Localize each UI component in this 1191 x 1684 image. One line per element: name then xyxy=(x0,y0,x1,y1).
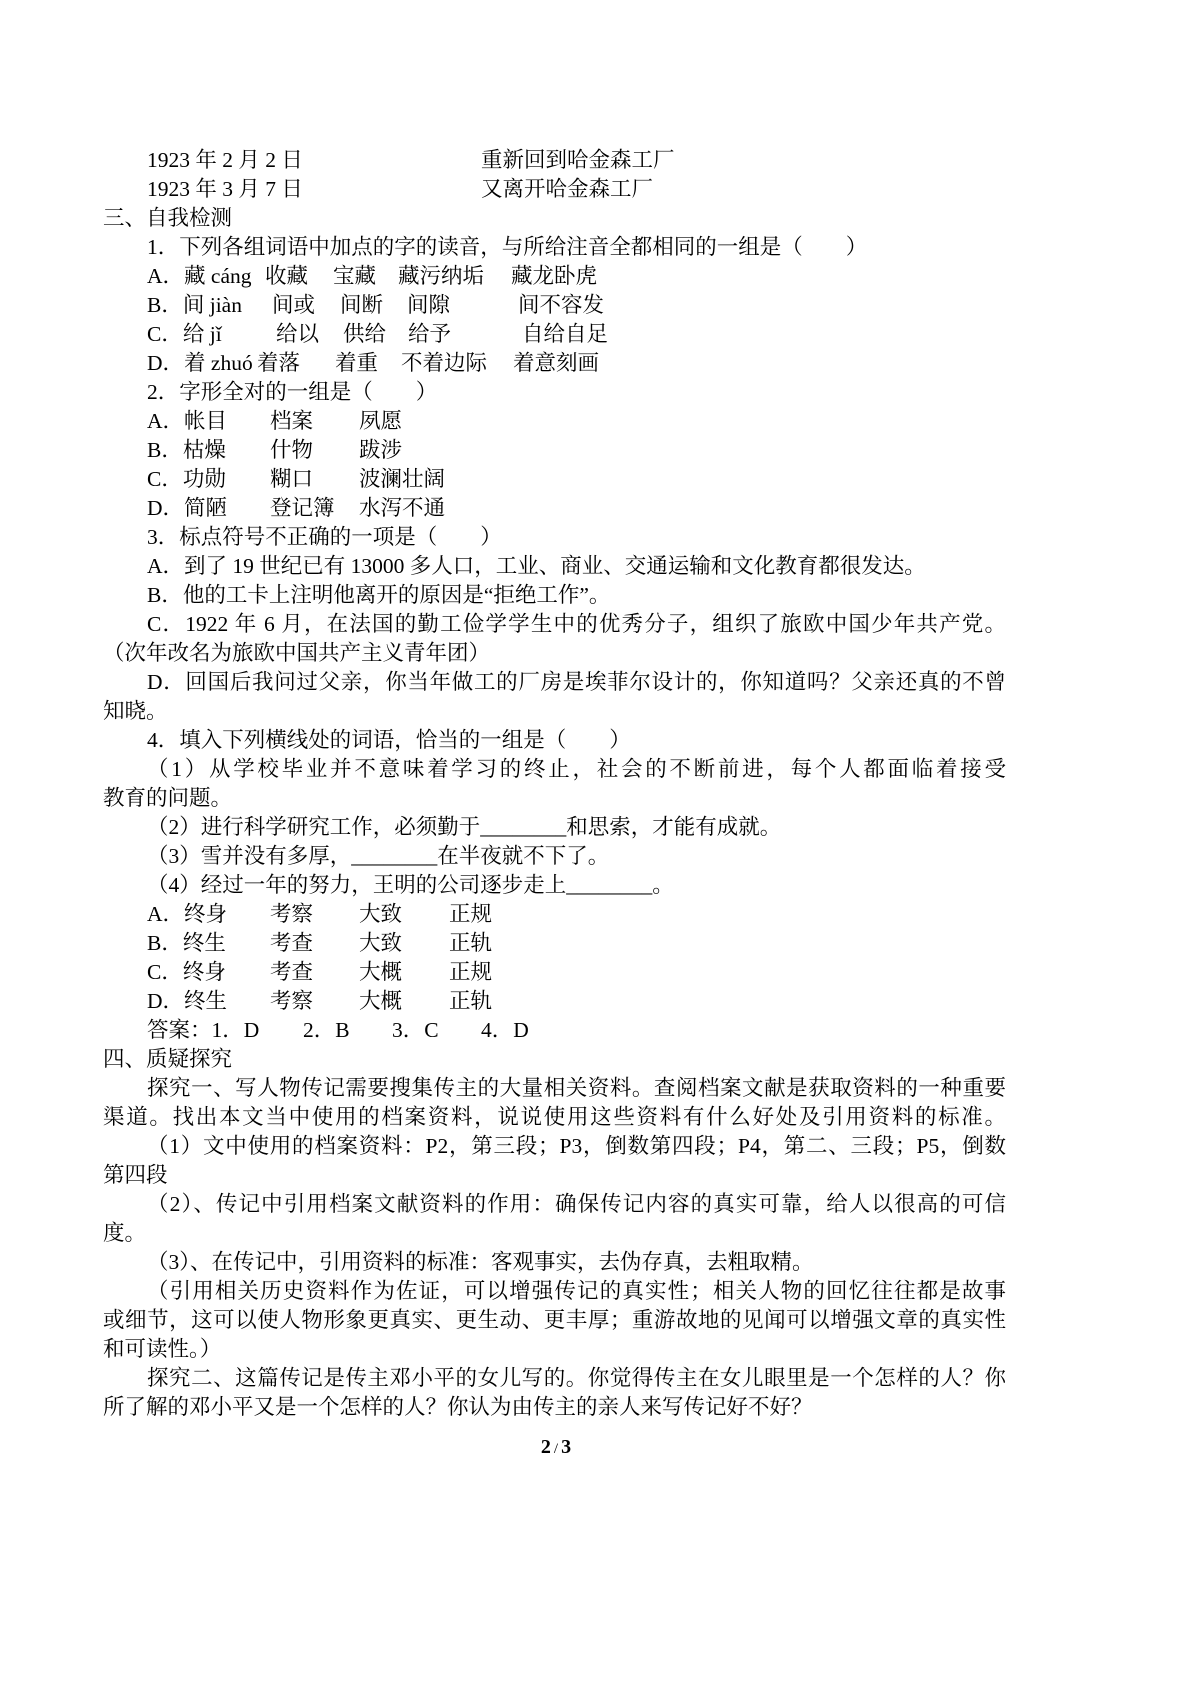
answer-key xyxy=(103,1016,1006,1045)
question-stem: 2．字形全对的一组是（ ） xyxy=(147,380,438,404)
inquiry-question: 探究二、这篇传记是传主邓小平的女儿写的。你觉得传主在女儿眼里是一个怎样的人？你 xyxy=(147,1366,1006,1390)
option-row xyxy=(103,291,1006,320)
option-cell: B．间 jiàn xyxy=(147,293,242,317)
option-cell: 正轨 xyxy=(449,989,493,1013)
fill-sentence: （4）经过一年的努力，王明的公司逐步走上________。 xyxy=(147,873,674,897)
option-cell: 藏龙卧虎 xyxy=(511,264,598,288)
option-cell: 自给自足 xyxy=(522,322,609,346)
answer-item: 4．D xyxy=(481,1018,529,1042)
option-cell: A．帐目 xyxy=(147,409,228,433)
option-cell: 藏污纳垢 xyxy=(398,264,485,288)
option-text: B．他的工卡上注明他离开的原因是“拒绝工作”。 xyxy=(147,583,611,607)
option-cell: 考查 xyxy=(270,960,314,984)
timeline-date: 1923 年 2 月 2 日 xyxy=(147,148,303,172)
page-number xyxy=(500,1433,612,1463)
option-cell: 正规 xyxy=(449,902,493,926)
option-row xyxy=(103,900,1006,929)
question-stem: 4．填入下列横线处的词语，恰当的一组是（ ） xyxy=(147,728,631,752)
option-cell: 间不容发 xyxy=(518,293,605,317)
option-cell: B．枯燥 xyxy=(147,438,226,462)
option-cell: 波澜壮阔 xyxy=(359,467,446,491)
answer-item: 2．B xyxy=(303,1018,350,1042)
option-row xyxy=(103,262,1006,291)
option-row xyxy=(103,436,1006,465)
option-cell: D．简陋 xyxy=(147,496,228,520)
fill-sentence: （1）从学校毕业并不意味着学习的终止，社会的不断前进，每个人都面临着接受 xyxy=(147,757,1006,781)
option-cell: 着重 xyxy=(335,351,379,375)
timeline-entry xyxy=(103,146,1006,175)
option-cell: 跋涉 xyxy=(359,438,403,462)
option-cell: 供给 xyxy=(343,322,387,346)
option-text: C．1922 年 6 月，在法国的勤工俭学学生中的优秀分子，组织了旅欧中国少年共产党。 xyxy=(147,612,1006,636)
option-cell: 档案 xyxy=(270,409,314,433)
question-stem: 1．下列各组词语中加点的字的读音，与所给注音全都相同的一组是（ ） xyxy=(147,235,868,259)
option-row xyxy=(103,407,1006,436)
timeline-entry xyxy=(103,175,1006,204)
answer-item: 3．C xyxy=(392,1018,439,1042)
option-cell: 糊口 xyxy=(270,467,314,491)
page-body xyxy=(103,146,1006,1422)
option-cell: C．功勋 xyxy=(147,467,226,491)
inquiry-question: 所了解的邓小平又是一个怎样的人？你认为由传主的亲人来写传记好不好？ xyxy=(103,1395,813,1419)
inquiry-answer: （1）文中使用的档案资料：P2，第三段；P3，倒数第四段；P4，第二、三段；P5，倒数 xyxy=(147,1134,1006,1158)
option-row xyxy=(103,349,1006,378)
option-text: A．到了 19 世纪已有 13000 多人口，工业、商业、交通运输和文化教育都很发达。 xyxy=(147,554,926,578)
option-row xyxy=(103,987,1006,1016)
option-cell: 大概 xyxy=(359,989,403,1013)
question-stem: 3．标点符号不正确的一项是（ ） xyxy=(147,525,502,549)
option-text: D．回国后我问过父亲，你当年做工的厂房是埃菲尔设计的，你知道吗？父亲还真的不曾 xyxy=(147,670,1006,694)
fill-sentence: （3）雪并没有多厚，________在半夜就不下了。 xyxy=(147,844,610,868)
option-cell: A．终身 xyxy=(147,902,228,926)
option-cell: 给以 xyxy=(276,322,320,346)
fill-sentence-continuation: 教育的问题。 xyxy=(103,786,233,810)
section-heading: 三、自我检测 xyxy=(103,206,233,230)
option-cell: 宝藏 xyxy=(333,264,377,288)
option-cell: 正规 xyxy=(449,960,493,984)
option-cell: 大致 xyxy=(359,931,403,955)
option-cell: 着意刻画 xyxy=(513,351,600,375)
inquiry-note: （引用相关历史资料作为佐证，可以增强传记的真实性；相关人物的回忆往往都是故事 xyxy=(147,1279,1006,1303)
inquiry-note: 和可读性。） xyxy=(103,1337,222,1361)
option-cell: 考察 xyxy=(270,902,314,926)
option-cell: 大概 xyxy=(359,960,403,984)
option-cell: 间或 xyxy=(272,293,316,317)
option-cell: D．着 zhuó xyxy=(147,351,253,375)
page-total: 3 xyxy=(561,1436,572,1458)
inquiry-question: 渠道。找出本文当中使用的档案资料，说说使用这些资料有什么好处及引用资料的标准。 xyxy=(103,1105,1006,1129)
option-cell: 水泻不通 xyxy=(359,496,446,520)
option-cell: 夙愿 xyxy=(359,409,403,433)
option-text-continuation: （次年改名为旅欧中国共产主义青年团） xyxy=(103,641,491,665)
timeline-date: 1923 年 3 月 7 日 xyxy=(147,177,303,201)
answer-item: 答案：1．D xyxy=(147,1018,260,1042)
option-cell: 着落 xyxy=(257,351,301,375)
option-cell: B．终生 xyxy=(147,931,226,955)
option-cell: 什物 xyxy=(270,438,314,462)
option-cell: 给予 xyxy=(408,322,452,346)
option-row xyxy=(103,929,1006,958)
inquiry-answer: 第四段 xyxy=(103,1163,168,1187)
option-cell: 不着边际 xyxy=(401,351,488,375)
option-cell: 正轨 xyxy=(449,931,493,955)
option-cell: A．藏 cáng xyxy=(147,264,252,288)
inquiry-note: 或细节，这可以使人物形象更真实、更生动、更丰厚；重游故地的见闻可以增强文章的真实性 xyxy=(103,1308,1006,1332)
option-cell: 收藏 xyxy=(265,264,309,288)
inquiry-question: 探究一、写人物传记需要搜集传主的大量相关资料。查阅档案文献是获取资料的一种重要 xyxy=(147,1076,1006,1100)
inquiry-answer: （2）、传记中引用档案文献资料的作用：确保传记内容的真实可靠，给人以很高的可信 xyxy=(147,1192,1006,1216)
inquiry-answer: （3）、在传记中，引用资料的标准：客观事实，去伪存真，去粗取精。 xyxy=(147,1250,814,1274)
timeline-event: 又离开哈金森工厂 xyxy=(481,177,654,201)
option-cell: C．给 jǐ xyxy=(147,322,222,346)
option-cell: C．终身 xyxy=(147,960,226,984)
option-text-continuation: 知晓。 xyxy=(103,699,168,723)
option-cell: 登记簿 xyxy=(270,496,335,520)
option-row xyxy=(103,494,1006,523)
page-current: 2 xyxy=(540,1436,551,1458)
option-cell: 大致 xyxy=(359,902,403,926)
option-row xyxy=(103,465,1006,494)
option-row xyxy=(103,320,1006,349)
timeline-event: 重新回到哈金森工厂 xyxy=(481,148,675,172)
option-cell: 考察 xyxy=(270,989,314,1013)
option-cell: 考查 xyxy=(270,931,314,955)
inquiry-answer: 度。 xyxy=(103,1221,147,1245)
fill-sentence: （2）进行科学研究工作，必须勤于________和思索，才能有成就。 xyxy=(147,815,782,839)
option-row xyxy=(103,958,1006,987)
option-cell: D．终生 xyxy=(147,989,228,1013)
page-separator: / xyxy=(553,1441,559,1457)
option-cell: 间隙 xyxy=(407,293,451,317)
section-heading: 四、质疑探究 xyxy=(103,1047,233,1071)
option-cell: 间断 xyxy=(340,293,384,317)
